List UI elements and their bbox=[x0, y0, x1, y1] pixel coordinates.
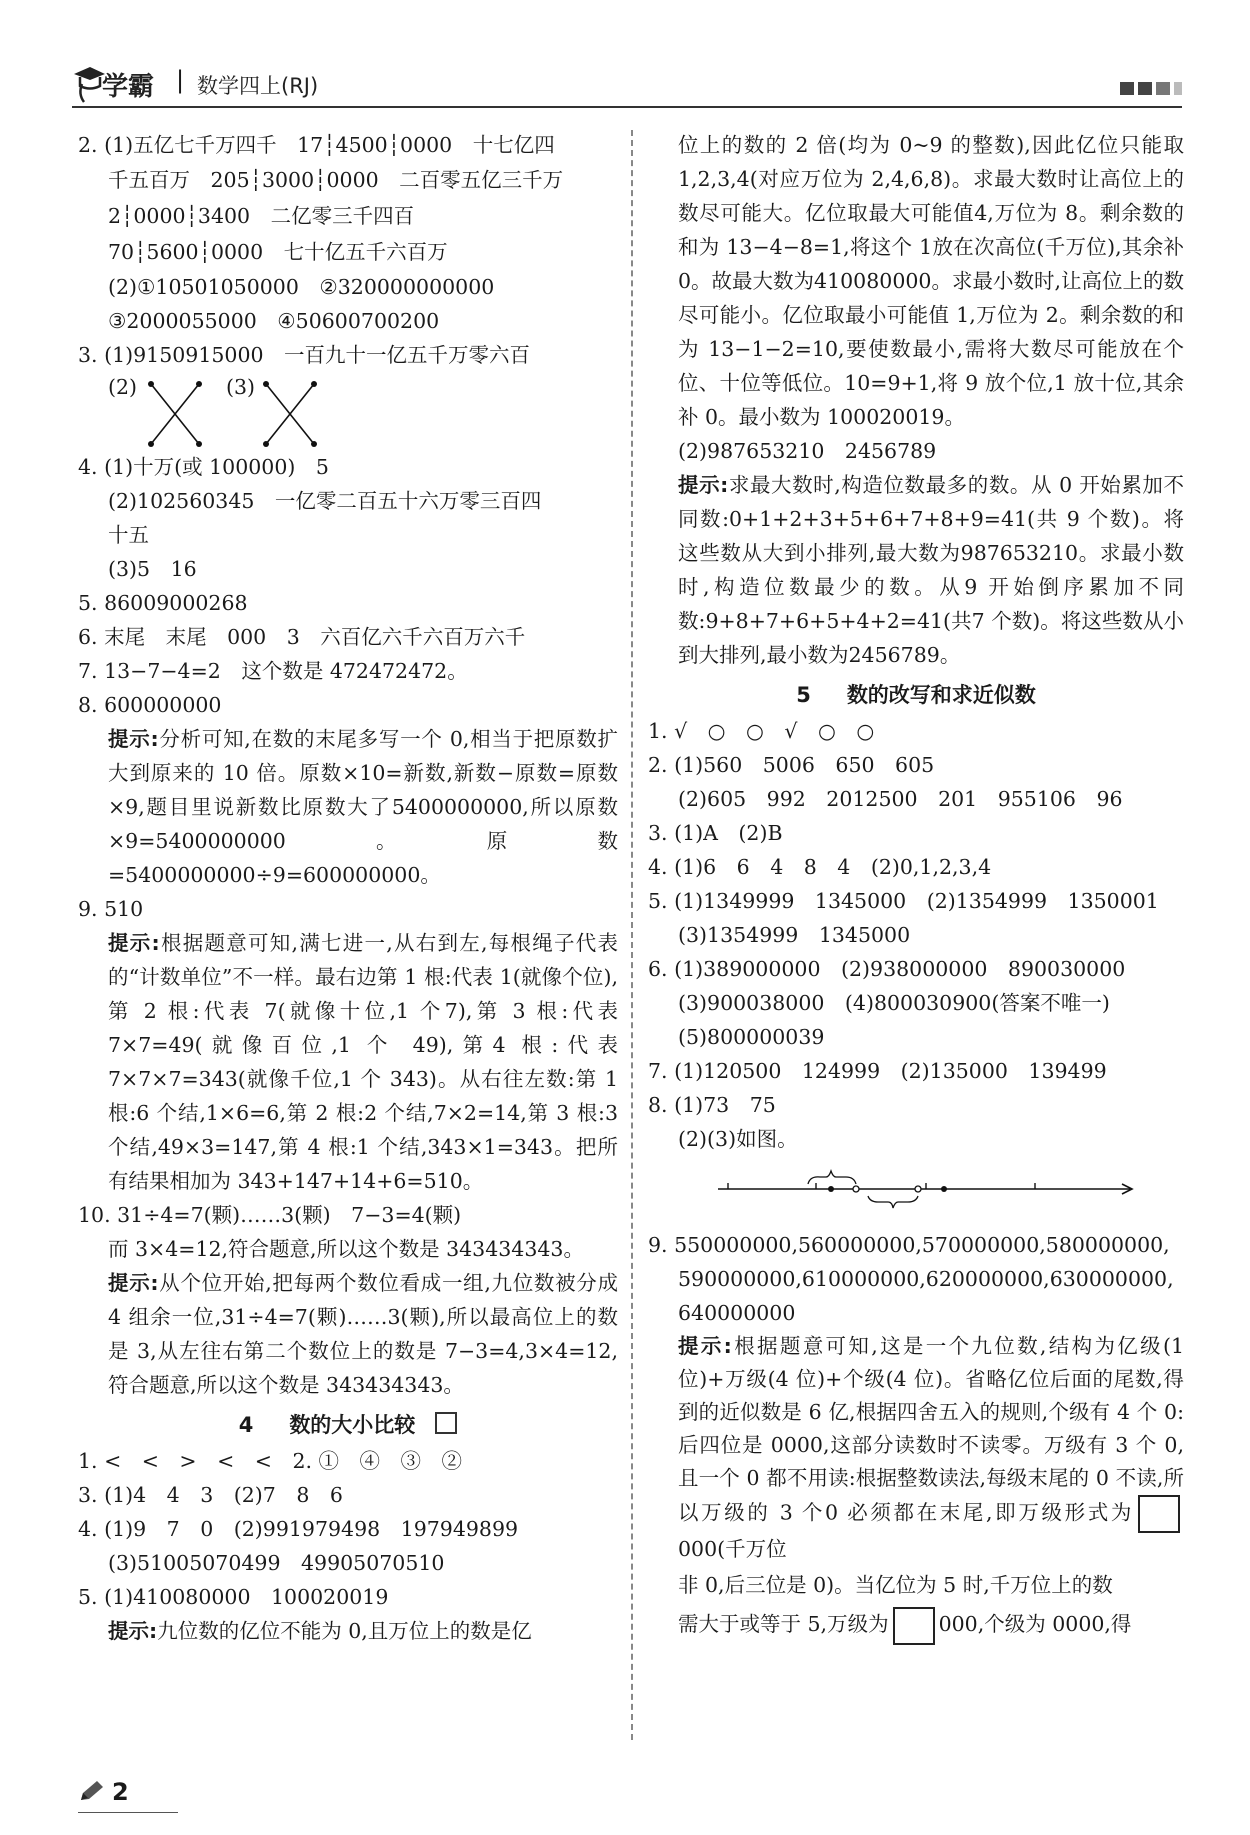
q3-part3-label: (3) bbox=[226, 375, 256, 399]
q5-part2-hint-text: 求最大数时,构造位数最多的数。从 0 开始累加不同数:0+1+2+3+5+6+7+8+9=41(共 9 个数)。将这些数从大到小排列,最大数为987653210。求最小数时,构造位数最少的数。从9 开始倒序累加不同数:9+8+7+6+5+4+2=41(共7 个数)。将这些数从小到大排列,最小数为2456789。 bbox=[678, 473, 1185, 667]
blank-box bbox=[1138, 1495, 1180, 1533]
s4-line-2: 3. (1)4 4 3 (2)7 8 6 bbox=[78, 1483, 343, 1507]
q8-answer: 8. 600000000 bbox=[78, 693, 222, 717]
q9-hint-text-2: 000(千万位 bbox=[678, 1537, 787, 1561]
q8-hint-text: 分析可知,在数的末尾多写一个 0,相当于把原数扩大到原来的 10 倍。原数×10=新数,新数−原数=原数×9,题目里说新数比原数大了5400000000,所以原数×9=5400000000。原数=5400000000÷9=600000000。 bbox=[108, 727, 618, 887]
q4-line-1: 4. (1)十万(或 100000) 5 bbox=[78, 455, 329, 479]
column-divider bbox=[631, 130, 633, 1740]
page-number: 2 bbox=[112, 1778, 129, 1806]
q7-answer: 7. 13−7−4=2 这个数是 472472472。 bbox=[78, 659, 468, 683]
q9-hint-text: 根据题意可知,这是一个九位数,结构为亿级(1 位)+万级(4 位)+个级(4 位)。省略亿位后面的尾数,得到的近似数是 6 亿,根据四舍五入的规则,个级有 4 个 0:后四位是 0000,这部分读数时不读零。万级有 3 个 0,且一个 0 都不用读:根据整数读法,每级末尾的 0 不读,所以万级的 3 个0 必须都在末尾,即万级形式为 bbox=[678, 1334, 1184, 1525]
q3-line-1: 3. (1)9150915000 一百九十一亿五千万零六百 bbox=[78, 343, 531, 367]
q2-line-3: 2┆0000┆3400 二亿零三千四百 bbox=[108, 204, 415, 228]
page-footer bbox=[78, 1778, 129, 1806]
q9-hint-text-4: 需大于或等于 5,万级为 bbox=[678, 1612, 889, 1636]
q9-hint-line-3: 非 0,后三位是 0)。当亿位为 5 时,千万位上的数 bbox=[678, 1573, 1113, 1597]
section-4-name: 数的大小比较 bbox=[289, 1413, 416, 1437]
s4-hint-text: 九位数的亿位不能为 0,且万位上的数是亿 bbox=[157, 1619, 532, 1643]
hint-continuation: 位上的数的 2 倍(均为 0~9 的整数),因此亿位只能取 1,2,3,4(对应万位为 2,4,6,8)。求最大数时让高位上的数尽可能大。亿位取最大可能值4,万位为 8。剩余数的和为 13−4−8=1,将这个 1放在次高位(千万位),其余补 0。故最大数为410080000。求最小数时,让高位上的数尽可能小。亿位取最小可能值 1,万位为 2。剩余数的和为 13−1−2=10,要使数最小,需将大数尽可能放在个位、十位等低位。10=9+1,将 9 放个位,1 放十位,其余补 0。最小数为 100020019。 bbox=[678, 133, 1184, 429]
s5-line-11: 7. (1)120500 124999 (2)135000 139499 bbox=[648, 1059, 1107, 1083]
section-5-name: 数的改写和求近似数 bbox=[846, 683, 1036, 707]
s5-line-5: 4. (1)6 6 4 8 4 (2)0,1,2,3,4 bbox=[648, 855, 992, 879]
s4-line-5: 5. (1)410080000 100020019 bbox=[78, 1585, 389, 1609]
q5-answer: 5. 86009000268 bbox=[78, 591, 248, 615]
hint-label: 提示: bbox=[108, 1271, 159, 1295]
q2-line-6: ③2000055000 ④50600700200 bbox=[108, 309, 440, 333]
s5-line-9: (3)900038000 (4)800030900(答案不唯一) bbox=[678, 991, 1110, 1015]
q4-line-2: (2)102560345 一亿零二百五十六万零三百四 bbox=[108, 489, 542, 513]
hint-label: 提示: bbox=[108, 931, 160, 955]
section-4-number: 4 bbox=[238, 1413, 254, 1437]
q10-line-1: 10. 31÷4=7(颗)……3(颗) 7−3=4(颗) bbox=[78, 1203, 462, 1227]
q9-answer: 9. 510 bbox=[78, 897, 144, 921]
q4-line-3: 十五 bbox=[108, 523, 149, 547]
s5-line-2: 2. (1)560 5006 650 605 bbox=[648, 753, 935, 777]
q2-line-1: 2. (1)五亿七千万四千 17┆4500┆0000 十七亿四 bbox=[78, 133, 555, 157]
right-column bbox=[648, 128, 1184, 1645]
subject-title: 数学四上(RJ) bbox=[197, 74, 319, 98]
number-line-figure bbox=[648, 1156, 1184, 1228]
header-separator: | bbox=[176, 66, 185, 94]
q9-hint bbox=[78, 926, 618, 1198]
s4-line-1: 1. < < > < < 2. ① ④ ③ ② bbox=[78, 1449, 463, 1473]
q10-hint-text: 从个位开始,把每两个数位看成一组,九位数被分成 4 组余一位,31÷4=7(颗)……3(颗),所以最高位上的数是 3,从左往右第二个数位上的数是 7−3=4,3×4=12,符合题意,所以这个数是 343434343。 bbox=[108, 1271, 618, 1397]
q2-line-4: 70┆5600┆0000 七十亿五千六百万 bbox=[108, 240, 448, 264]
graduation-cap-icon bbox=[72, 64, 106, 104]
s5-line-12: 8. (1)73 75 bbox=[648, 1093, 776, 1117]
q9-hint-text-5: 000,个级为 0000,得 bbox=[938, 1612, 1132, 1636]
q5-part2-answer: (2)987653210 2456789 bbox=[678, 439, 937, 463]
s5-line-1: 1. √ ○ ○ √ ○ ○ bbox=[648, 719, 875, 743]
s5-line-3: (2)605 992 2012500 201 955106 96 bbox=[678, 787, 1123, 811]
number-line bbox=[718, 1156, 1138, 1228]
q9-line-1: 9. 550000000,560000000,570000000,580000000, bbox=[648, 1233, 1170, 1257]
s4-line-4: (3)51005070499 49905070510 bbox=[108, 1551, 445, 1575]
hint-label: 提示: bbox=[678, 1334, 732, 1358]
q5-part2-hint bbox=[648, 468, 1184, 672]
blank-box bbox=[893, 1607, 935, 1645]
s4-line-3: 4. (1)9 7 0 (2)991979498 197949899 bbox=[78, 1517, 519, 1541]
hint-label: 提示: bbox=[678, 473, 729, 497]
section-4-title bbox=[78, 1408, 618, 1442]
q9-line-3: 640000000 bbox=[678, 1301, 796, 1325]
s5-line-10: (5)800000039 bbox=[678, 1025, 825, 1049]
s5-line-8: 6. (1)389000000 (2)938000000 890030000 bbox=[648, 957, 1126, 981]
q10-hint bbox=[78, 1266, 618, 1402]
matching-lines bbox=[78, 372, 338, 450]
pencil-icon bbox=[78, 1779, 106, 1803]
left-column bbox=[78, 128, 618, 1648]
s5-line-4: 3. (1)A (2)B bbox=[648, 821, 783, 845]
q9-hint-line-4 bbox=[648, 1604, 1184, 1645]
s4-hint bbox=[78, 1614, 618, 1648]
s5-line-6: 5. (1)1349999 1345000 (2)1354999 1350001 bbox=[648, 889, 1159, 913]
q6-answer: 6. 末尾 末尾 000 3 六百亿六千六百万六千 bbox=[78, 625, 526, 649]
brand-name: 学霸 bbox=[102, 72, 155, 102]
header-decoration bbox=[1120, 82, 1182, 95]
q4-line-4: (3)5 16 bbox=[108, 557, 197, 581]
page-header bbox=[72, 62, 1182, 108]
q3-part2-label: (2) bbox=[108, 375, 138, 399]
checkbox-icon bbox=[435, 1412, 457, 1434]
q3-matching-figure bbox=[78, 372, 618, 450]
q2-line-2: 千五百万 205┆3000┆0000 二百零五亿三千万 bbox=[108, 168, 564, 192]
q10-line-2: 而 3×4=12,符合题意,所以这个数是 343434343。 bbox=[108, 1237, 584, 1261]
header-rule bbox=[72, 106, 1182, 108]
s5-line-13: (2)(3)如图。 bbox=[678, 1127, 798, 1151]
footer-rule bbox=[78, 1812, 178, 1813]
q9-hint bbox=[648, 1330, 1184, 1566]
q9-hint-text: 根据题意可知,满七进一,从右到左,每根绳子代表的“计数单位”不一样。最右边第 1 根:代表 1(就像个位),第 2 根:代表 7(就像十位,1 个7),第 3 根:代表 7×7=49(就像百位,1 个 49),第4 根:代表 7×7×7=343(就像千位,1 个 343)。从右往左数:第 1 根:6 个结,1×6=6,第 2 根:2 个结,7×2=14,第 3 根:3 个结,49×3=147,第 4 根:1 个结,343×1=343。把所有结果相加为 343+147+14+6=510。 bbox=[108, 931, 618, 1193]
q2-line-5: (2)①10501050000 ②320000000000 bbox=[108, 275, 495, 299]
section-5-number: 5 bbox=[796, 683, 811, 707]
section-5-title bbox=[648, 678, 1184, 712]
hint-label: 提示: bbox=[108, 727, 159, 751]
q8-hint bbox=[78, 722, 618, 892]
hint-label: 提示: bbox=[108, 1619, 158, 1643]
q9-line-2: 590000000,610000000,620000000,630000000, bbox=[678, 1267, 1174, 1291]
s5-line-7: (3)1354999 1345000 bbox=[678, 923, 911, 947]
